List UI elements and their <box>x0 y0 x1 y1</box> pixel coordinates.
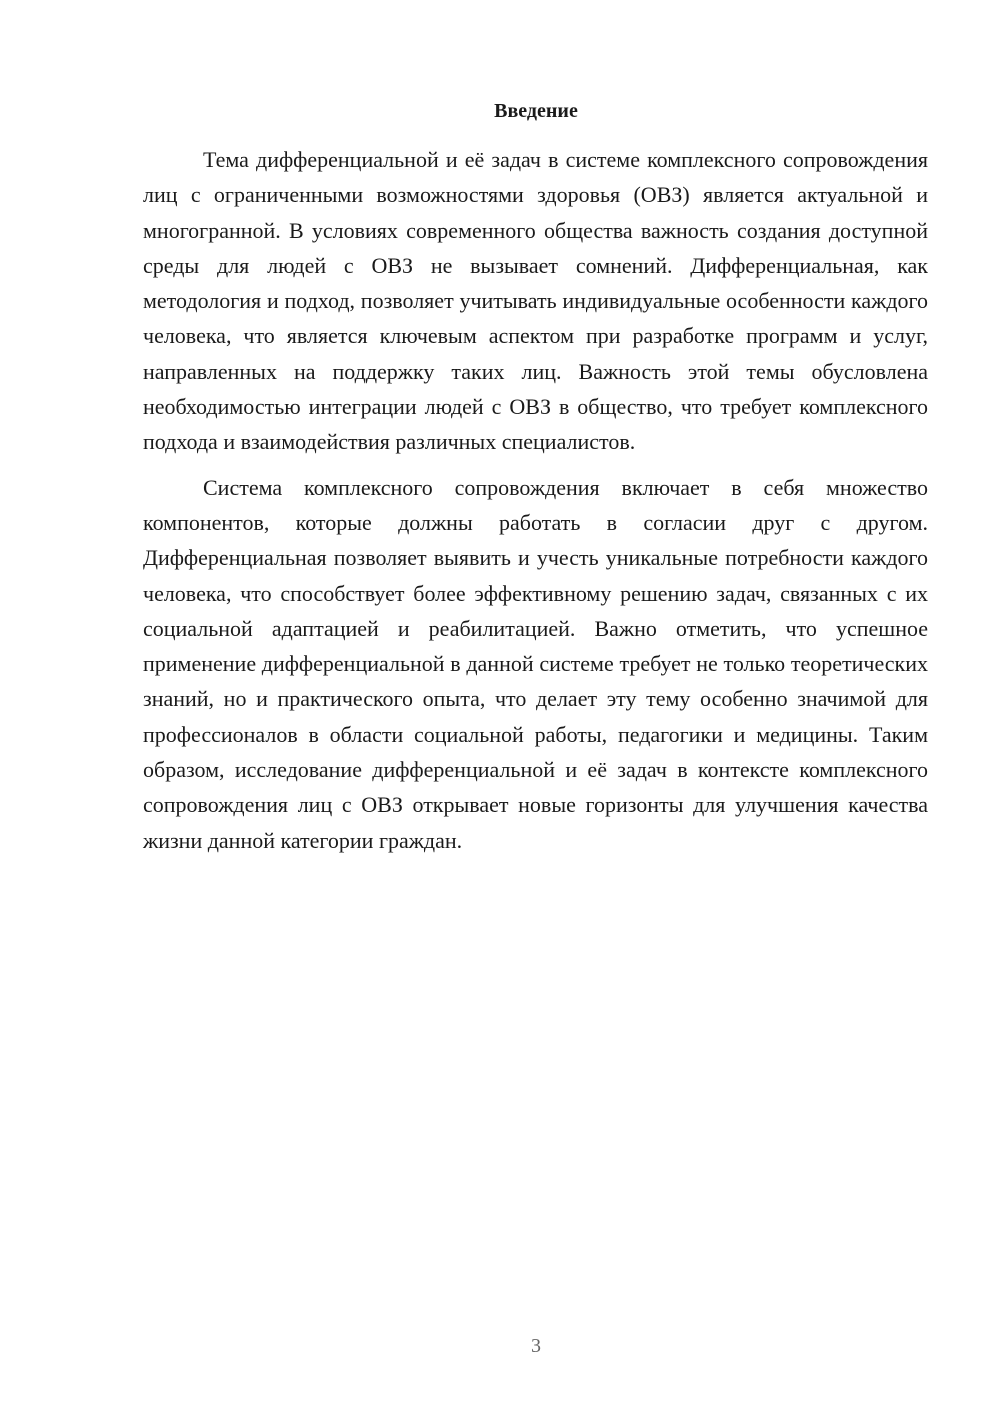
paragraph-2: Система комплексного сопровождения включает в себя множество компонентов, которые должны работать в согласии друг с другом. Дифференциальная позволяет выявить и учесть уникальные потребности каждого человека, что способствует более эффективному решению задач, связанных с их социальной адаптацией и реабилитацией. Важно отметить, что успешное применение дифференциальной в данной системе требует не только теоретических знаний, но и практического опыта, что делает эту тему особенно значимой для профессионалов в области социальной работы, педагогики и медицины. Таким образом, исследование дифференциальной и её задач в контексте комплексного сопровождения лиц с ОВЗ открывает новые горизонты для улучшения качества жизни данной категории граждан. <box>143 474 928 853</box>
body-text <box>143 142 928 858</box>
paragraph-1: Тема дифференциальной и её задач в системе комплексного сопровождения лиц с ограниченными возможностями здоровья (ОВЗ) является актуальной и многогранной. В условиях современного общества важность создания доступной среды для людей с ОВЗ не вызывает сомнений. Дифференциальная, как методология и подход, позволяет учитывать индивидуальные особенности каждого человека, что является ключевым аспектом при разработке программ и услуг, направленных на поддержку таких лиц. Важность этой темы обусловлена необходимостью интеграции людей с ОВЗ в общество, что требует комплексного подхода и взаимодействия различных специалистов. <box>143 147 928 455</box>
section-heading: Введение <box>494 100 578 122</box>
page-number: 3 <box>531 1335 541 1357</box>
